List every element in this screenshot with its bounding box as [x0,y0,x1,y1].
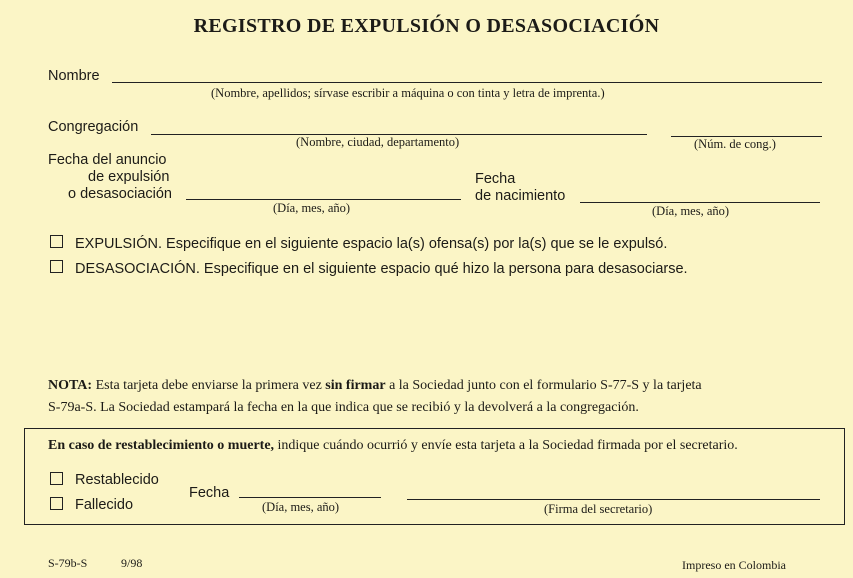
nota-text-a: Esta tarjeta debe enviarse la primera vez [95,378,322,393]
nota-line1 [48,376,702,396]
nota-label: NOTA: [48,378,93,393]
congregacion-hint: (Nombre, ciudad, departamento) [296,135,460,149]
firma-secretario-hint: (Firma del secretario) [544,502,653,516]
printed-in: Impreso en Colombia [682,558,786,572]
expulsion-checkbox[interactable] [50,235,63,248]
restablecimiento-intro [48,436,738,456]
fecha-anuncio-input-line[interactable] [186,199,461,200]
restablecimiento-fecha-hint: (Día, mes, año) [262,500,340,514]
restablecimiento-fecha-input-line[interactable] [239,497,381,498]
nombre-input-line[interactable] [112,82,822,83]
form-code: S-79b-S [48,556,88,570]
nota-line2: S-79a-S. La Sociedad estampará la fecha en la que indica que se recibió y la devolverá a la congregación. [48,400,639,415]
restablecimiento-fecha-label: Fecha [189,485,230,501]
nombre-hint: (Nombre, apellidos; sírvase escribir a máquina o con tinta y letra de imprenta.) [211,86,605,100]
nota-text-b: a la Sociedad junto con el formulario S-77-S y la tarjeta [389,378,702,393]
fecha-anuncio-hint: (Día, mes, año) [273,201,351,215]
fecha-nacimiento-input-line[interactable] [580,202,820,203]
desasociacion-checkbox[interactable] [50,260,63,273]
fecha-anuncio-label-line3: o desasociación [68,186,172,202]
fecha-anuncio-label-line1: Fecha del anuncio [48,152,167,168]
fecha-anuncio-label-line2: de expulsión [88,169,170,185]
fecha-nacimiento-label-line2: de nacimiento [475,188,566,204]
nota-sin-firmar: sin firmar [325,378,386,393]
fallecido-label: Fallecido [75,497,134,513]
fallecido-checkbox[interactable] [50,497,63,510]
desasociacion-label: DESASOCIACIÓN. Especifique en el siguiente espacio qué hizo la persona para desasociarse. [75,261,688,277]
nombre-label: Nombre [48,68,100,84]
fecha-nacimiento-hint: (Día, mes, año) [652,204,730,218]
firma-secretario-input-line[interactable] [407,499,820,500]
congregacion-label: Congregación [48,119,139,135]
form-title: REGISTRO DE EXPULSIÓN O DESASOCIACIÓN [193,15,660,37]
restablecido-label: Restablecido [75,472,159,488]
form-edition: 9/98 [121,556,143,570]
restablecimiento-intro-bold: En caso de restablecimiento o muerte, [48,438,275,453]
expulsion-label: EXPULSIÓN. Especifique en el siguiente espacio la(s) ofensa(s) por la(s) que se le expulsó. [75,236,668,252]
restablecido-checkbox[interactable] [50,472,63,485]
restablecimiento-intro-rest: indique cuándo ocurrió y envíe esta tarjeta a la Sociedad firmada por el secretario. [277,438,738,453]
numero-congregacion-hint: (Núm. de cong.) [694,137,776,151]
fecha-nacimiento-label-line1: Fecha [475,171,516,187]
